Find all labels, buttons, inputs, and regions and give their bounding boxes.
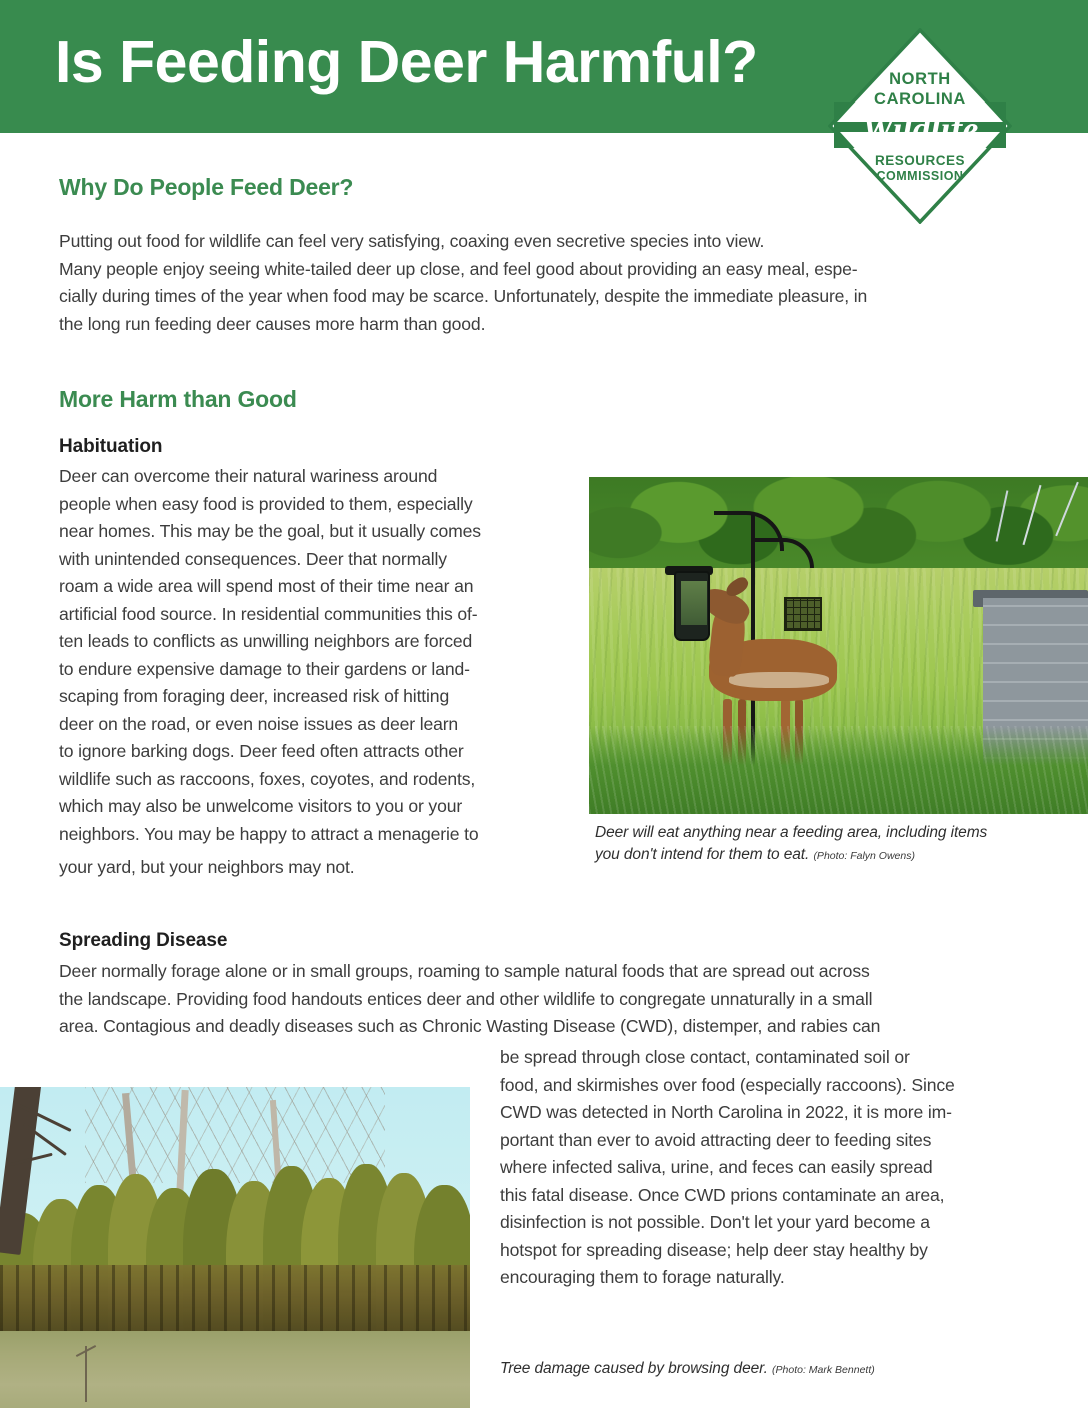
logo-script-wildlife: Wildlife bbox=[861, 109, 979, 149]
paragraph-line: to endure expensive damage to their gardens or land- bbox=[59, 658, 470, 679]
paragraph-line: the long run feeding deer causes more harm than good. bbox=[59, 313, 486, 334]
paragraph-line: portant than ever to avoid attracting deer to feeding sites bbox=[500, 1129, 932, 1150]
paragraph-line: food, and skirmishes over food (especially raccoons). Since bbox=[500, 1074, 955, 1095]
paragraph-line: Many people enjoy seeing white-tailed deer up close, and feel good about providing an easy meal, espe- bbox=[59, 258, 858, 279]
heading-more-harm-than-good: More Harm than Good bbox=[59, 386, 297, 412]
paragraph-line: neighbors. You may be happy to attract a menagerie to bbox=[59, 823, 479, 844]
caption-line bbox=[595, 844, 1088, 867]
caption-text: you don't intend for them to eat. bbox=[595, 846, 810, 863]
paragraph-habituation bbox=[59, 463, 579, 882]
photo-deer-belly bbox=[729, 672, 829, 688]
photo-browse-line-damage bbox=[0, 1265, 470, 1338]
photo-lawn-region bbox=[0, 1331, 470, 1408]
paragraph-line: cially during times of the year when food may be scarce. Unfortunately, despite the immediate pleasure, in bbox=[59, 286, 868, 306]
paragraph-line: scaping from foraging deer, increased risk of hitting bbox=[59, 686, 450, 706]
logo-diamond-icon bbox=[828, 28, 1012, 224]
photo-tube-bird-feeder bbox=[674, 571, 710, 641]
paragraph-line: Deer can overcome their natural wariness around bbox=[59, 466, 438, 486]
page-title: Is Feeding Deer Harmful? bbox=[55, 29, 758, 95]
paragraph-line: near homes. This may be the goal, but it usually comes bbox=[59, 521, 481, 541]
paragraph-why-feed bbox=[59, 228, 1019, 338]
paragraph-line: CWD was detected in North Carolina in 2022, it is more im- bbox=[500, 1102, 952, 1122]
paragraph-line: disinfection is not possible. Don't let your yard become a bbox=[500, 1212, 930, 1232]
caption-line bbox=[500, 1358, 1060, 1381]
nc-wildlife-resources-commission-logo bbox=[828, 28, 1012, 224]
paragraph-line: the landscape. Providing food handouts entices deer and other wildlife to congregate unnaturally in a small bbox=[59, 988, 873, 1009]
paragraph-line: ten leads to conflicts as unwilling neighbors are forced bbox=[59, 631, 473, 651]
paragraph-line: with unintended consequences. Deer that normally bbox=[59, 548, 447, 569]
paragraph-spreading-disease-full bbox=[59, 958, 1029, 1041]
paragraph-line: roam a wide area will spend most of their time near an bbox=[59, 576, 474, 596]
photo-credit: (Photo: Mark Bennett) bbox=[772, 1364, 875, 1376]
paragraph-line: your yard, but your neighbors may not. bbox=[59, 857, 355, 877]
logo-line-commission: COMMISSION bbox=[876, 169, 964, 183]
paragraph-line: Deer normally forage alone or in small groups, roaming to sample natural foods that are spread out across bbox=[59, 961, 870, 981]
paragraph-line: people when easy food is provided to them, especially bbox=[59, 493, 473, 514]
paragraph-line: be spread through close contact, contaminated soil or bbox=[500, 1047, 910, 1067]
photo-arborvitae-row bbox=[0, 1164, 470, 1337]
caption-deer-photo bbox=[595, 822, 1088, 867]
caption-line: Deer will eat anything near a feeding area, including items bbox=[595, 824, 988, 841]
paragraph-line: Putting out food for wildlife can feel very satisfying, coaxing even secretive species into view. bbox=[59, 231, 765, 251]
paragraph-line: this fatal disease. Once CWD prions contaminate an area, bbox=[500, 1184, 945, 1205]
paragraph-line: encouraging them to forage naturally. bbox=[500, 1267, 785, 1287]
paragraph-line: area. Contagious and deadly diseases such as Chronic Wasting Disease (CWD), distemper, and rabies can bbox=[59, 1016, 881, 1036]
tree-damage-photo bbox=[0, 1087, 470, 1408]
heading-habituation: Habituation bbox=[59, 436, 163, 457]
paragraph-line: where infected saliva, urine, and feces can easily spread bbox=[500, 1157, 933, 1177]
logo-line-north: NORTH bbox=[889, 70, 951, 88]
heading-spreading-disease: Spreading Disease bbox=[59, 930, 228, 951]
paragraph-line: deer on the road, or even noise issues as deer learn bbox=[59, 713, 459, 734]
paragraph-line: artificial food source. In residential communities this of- bbox=[59, 603, 478, 624]
logo-line-resources: RESOURCES bbox=[874, 153, 966, 168]
photo-credit: (Photo: Falyn Owens) bbox=[813, 850, 915, 862]
photo-suet-cage-feeder bbox=[784, 597, 822, 631]
logo-line-carolina: CAROLINA bbox=[874, 90, 966, 108]
paragraph-spreading-disease-right bbox=[500, 1044, 1060, 1292]
caption-tree-photo bbox=[500, 1358, 1060, 1381]
deer-at-bird-feeder-photo bbox=[589, 477, 1088, 814]
photo-sapling bbox=[85, 1346, 87, 1402]
paragraph-line: to ignore barking dogs. Deer feed often attracts other bbox=[59, 741, 464, 761]
photo-treeline-region bbox=[589, 477, 1088, 578]
paragraph-line: which may also be unwelcome visitors to you or your bbox=[59, 796, 463, 816]
paragraph-line: hotspot for spreading disease; help deer stay healthy by bbox=[500, 1239, 928, 1260]
caption-text: Tree damage caused by browsing deer. bbox=[500, 1360, 768, 1377]
paragraph-line: wildlife such as raccoons, foxes, coyotes, and rodents, bbox=[59, 768, 476, 789]
heading-why-do-people-feed-deer: Why Do People Feed Deer? bbox=[59, 174, 354, 200]
photo-foreground-grass bbox=[589, 726, 1088, 814]
